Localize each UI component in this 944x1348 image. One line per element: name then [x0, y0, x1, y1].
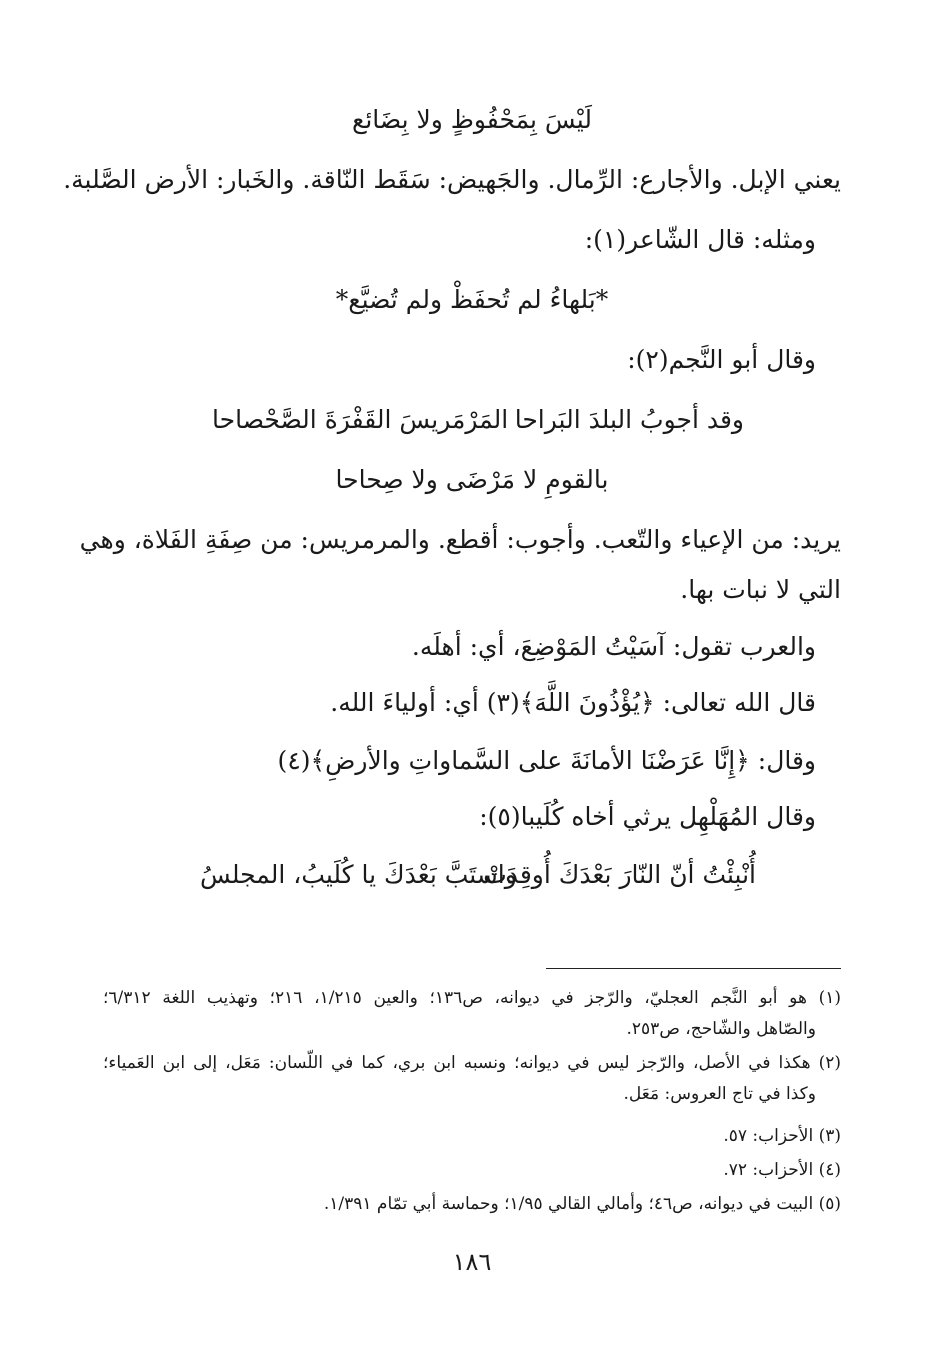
- verse-hemistich-left: المَرْمَريسَ القَفْرَةَ الصَّحْصاحا: [212, 405, 509, 434]
- verse-hemistich-left: واستَبَّ بَعْدَكَ يا كُلَيبُ، المجلسُ: [200, 860, 517, 889]
- footnote-line: والصّاهل والشّاحج، ص٢٥٣.: [626, 1019, 816, 1039]
- footnote-line: (١) هو أبو النَّجم العجليّ، والرّجز في ديوانه، ص١٣٦؛ والعين ١/٢١٥، ٢١٦؛ وتهذيب اللغة ٦/٣١٢؛: [103, 988, 841, 1008]
- paragraph-line: التي لا نبات بها.: [680, 575, 841, 604]
- paragraph-line: ومثله: قال الشّاعر(١):: [584, 225, 816, 254]
- footnote-separator: [546, 968, 841, 969]
- paragraph-line: يعني الإبل. والأجارع: الرِّمال. والجَهيض: سَقَط النّاقة. والخَبار: الأرض الصَّلبة.: [63, 165, 841, 194]
- page-number: ١٨٦: [452, 1248, 492, 1276]
- verse-hemistich-right: وقد أجوبُ البلدَ البَراحا: [514, 405, 744, 434]
- paragraph-line: قال الله تعالى: ﴿يُؤْذُونَ اللَّهَ﴾(٣) أي: أولياءَ الله.: [330, 688, 816, 717]
- paragraph-line: والعرب تقول: آسَيْتُ المَوْضِعَ، أي: أهلَه.: [411, 632, 816, 661]
- footnote-line: (٥) البيت في ديوانه، ص٤٦؛ وأمالي القالي ١/٩٥؛ وحماسة أبي تمّام ١/٣٩١.: [323, 1194, 841, 1214]
- paragraph-line: وقال أبو النَّجم(٢):: [627, 345, 816, 374]
- verse-line: بالقومِ لا مَرْضَى ولا صِحاحا: [335, 465, 609, 494]
- verse-hemistich-right: أُنْبِئْتُ أنّ النّارَ بَعْدَكَ أُوقِدَتْ: [483, 860, 756, 889]
- footnote-line: (٢) هكذا في الأصل، والرّجز ليس في ديوانه؛ ونسبه ابن بري، كما في اللّسان: مَعَل، إلى ابن العَمياء؛: [103, 1053, 841, 1073]
- verse-line: لَيْسَ بِمَحْفُوظٍ ولا بِضَائع: [352, 105, 592, 134]
- verse-line: *بَلهاءُ لم تُحفَظْ ولم تُضيَّع*: [335, 285, 609, 314]
- paragraph-line: يريد: من الإعياء والتّعب. وأجوب: أقطع. والمرمريس: من صِفَةِ الفَلاة، وهي: [79, 525, 841, 554]
- paragraph-line: وقال المُهَلْهِل يرثي أخاه كُلَيبا(٥):: [479, 802, 816, 831]
- footnote-line: (٣) الأحزاب: ٥٧.: [723, 1126, 841, 1146]
- paragraph-line: وقال: ﴿إِنَّا عَرَضْنَا الأمانَةَ على السَّماواتِ والأرضِ﴾(٤): [277, 746, 816, 775]
- footnote-line: (٤) الأحزاب: ٧٢.: [723, 1160, 841, 1180]
- footnote-line: وكذا في تاج العروس: مَعَل.: [623, 1084, 816, 1104]
